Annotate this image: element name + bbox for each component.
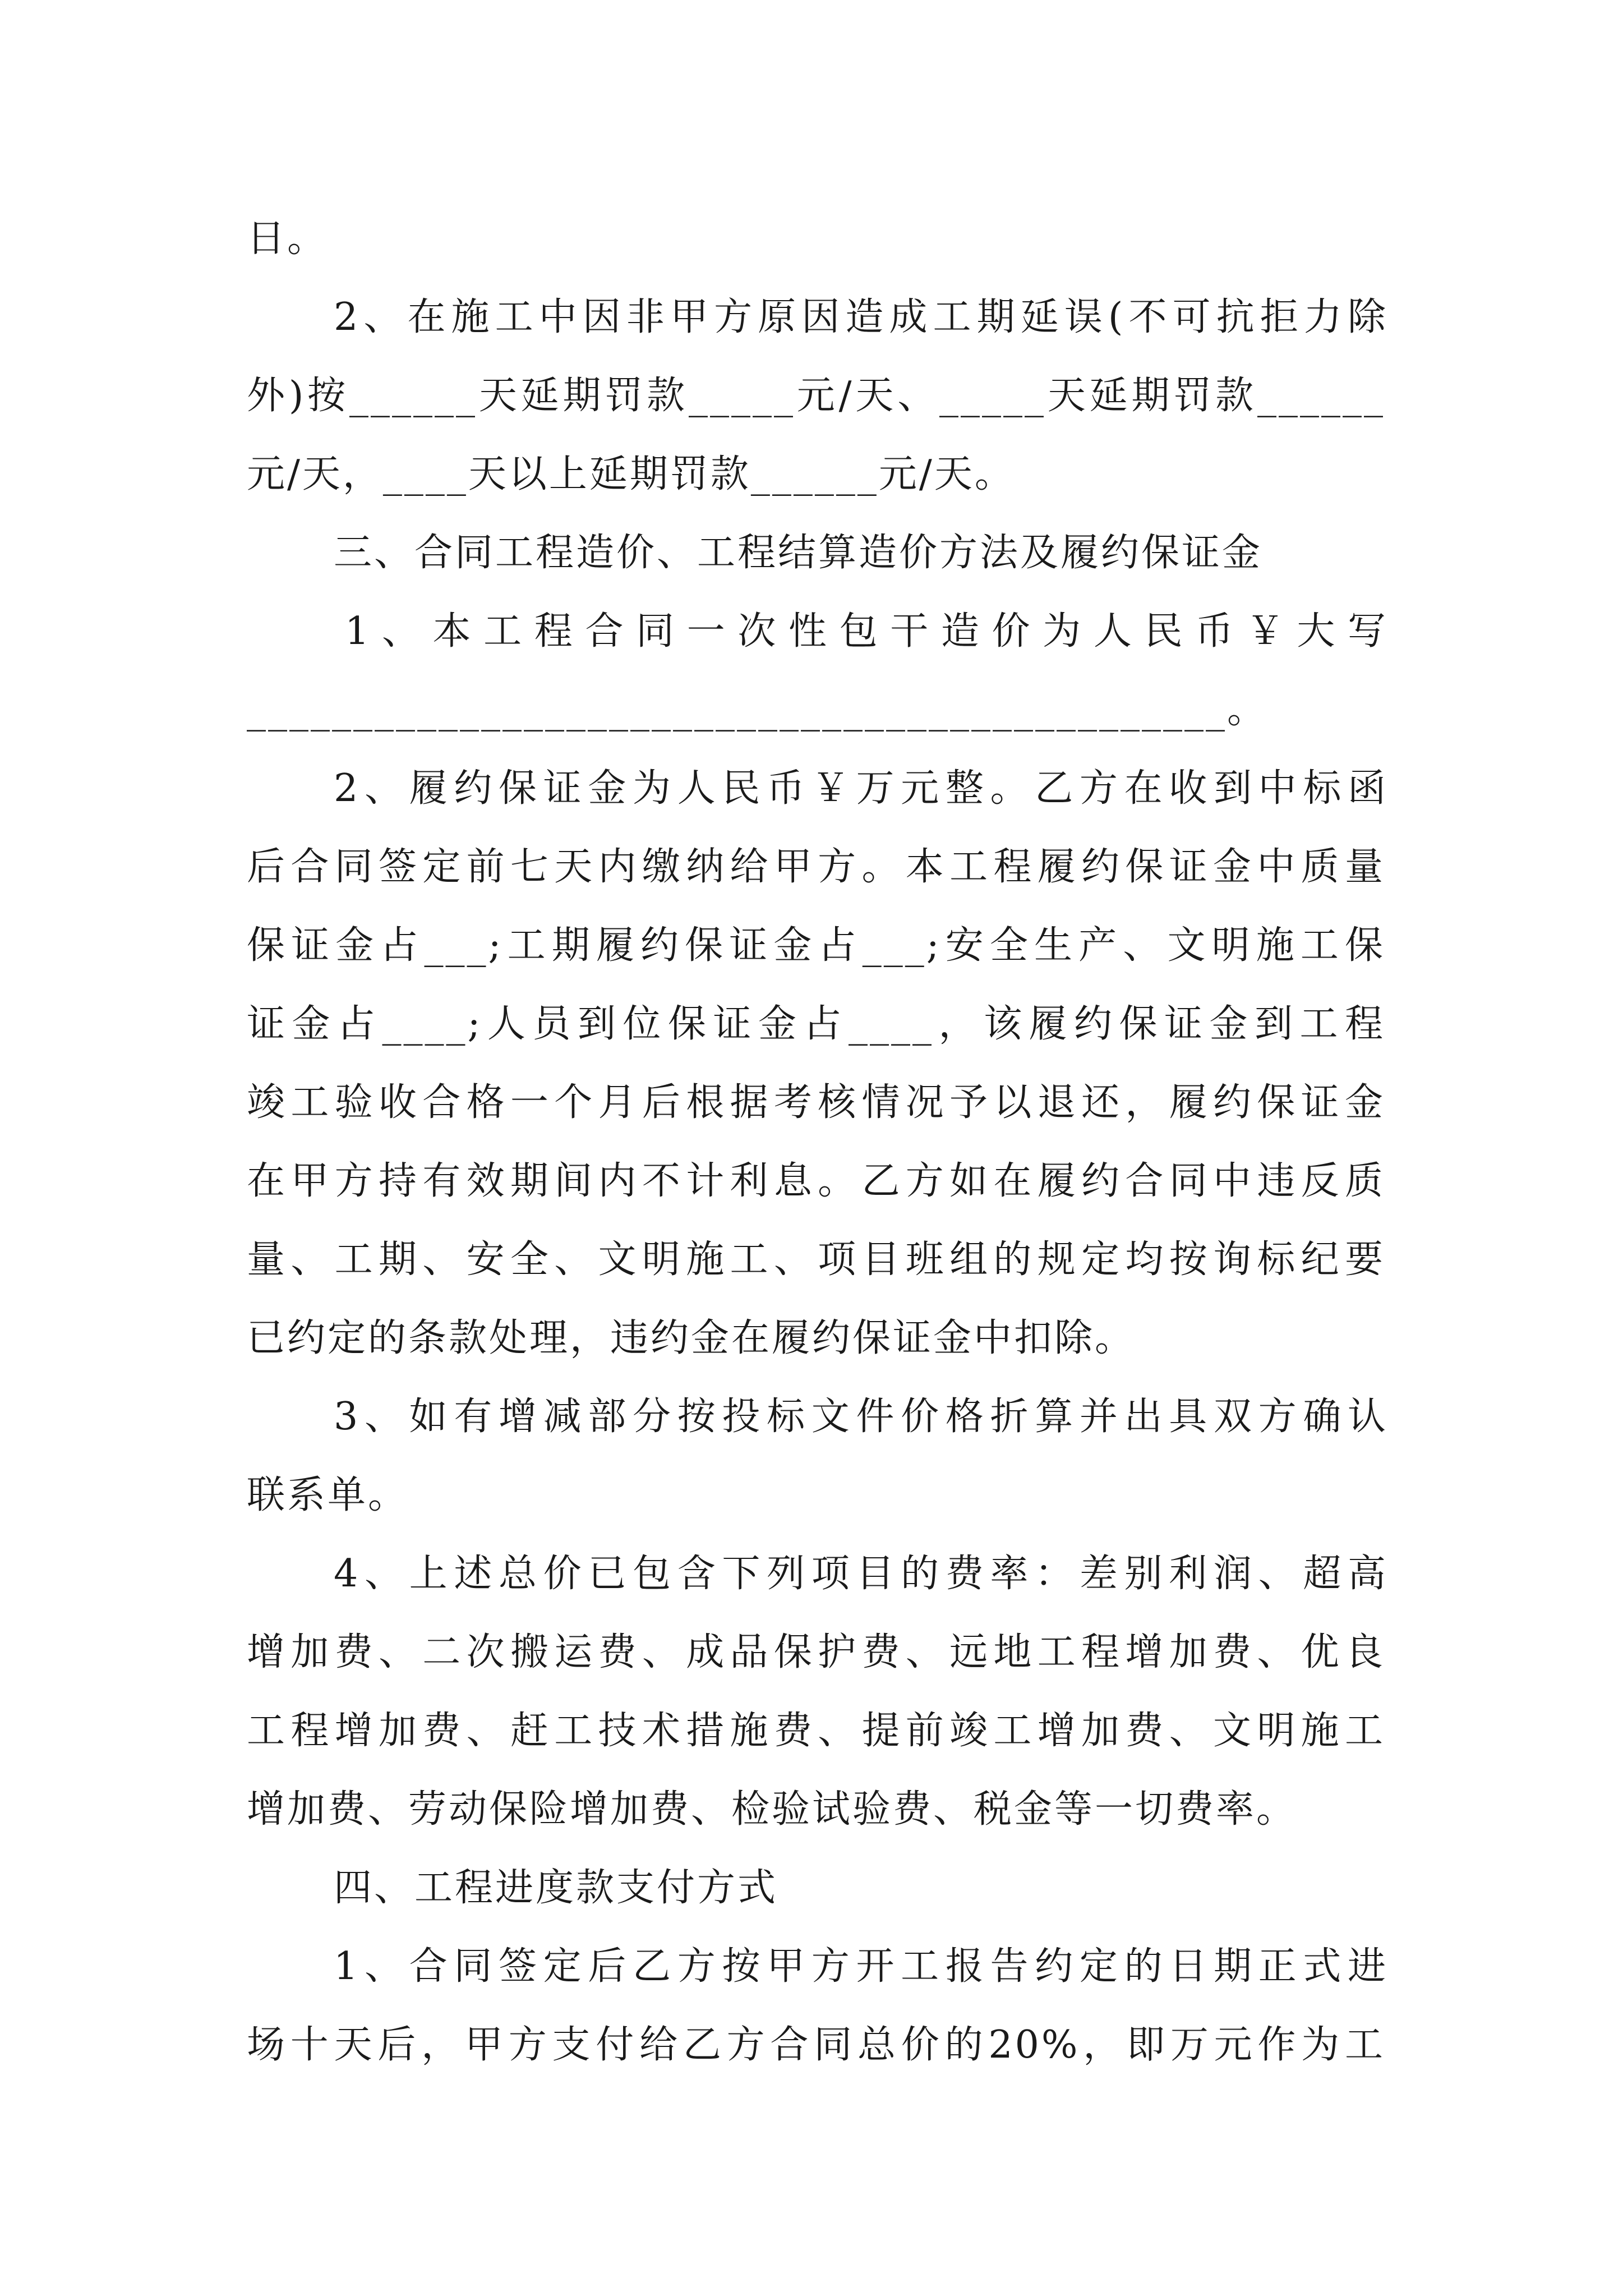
text-line: 保证金占___;工期履约保证金占___;安全生产、文明施工保 [247,923,1385,968]
text-line: 2、履约保证金为人民币￥万元整。乙方在收到中标函 [334,766,1388,811]
text-line: 联系单。 [247,1473,409,1517]
text-line: ______________________________________________。 [247,688,1268,732]
text-line: 3、如有增减部分按投标文件价格折算并出具双方确认 [334,1395,1388,1439]
text-line: 2、在施工中因非甲方原因造成工期延误(不可抗拒力除 [334,295,1388,339]
text-line: 场十天后，甲方支付给乙方合同总价的20%，即万元作为工 [247,2023,1385,2067]
text-line: 4、上述总价已包含下列项目的费率：差别利润、超高 [334,1552,1388,1596]
text-line: 元/天，____天以上延期罚款______元/天。 [247,452,1015,496]
text-line: 工程增加费、赶工技术措施费、提前竣工增加费、文明施工 [247,1709,1385,1753]
text-line: 竣工验收合格一个月后根据考核情况予以退还，履约保证金 [247,1080,1385,1125]
text-line: 证金占____;人员到位保证金占____，该履约保证金到工程 [247,1002,1385,1046]
section-heading: 三、合同工程造价、工程结算造价方法及履约保证金 [334,531,1263,575]
section-heading: 四、工程进度款支付方式 [334,1866,778,1910]
text-line: 1、合同签定后乙方按甲方开工报告约定的日期正式进 [334,1944,1388,1989]
text-line: 增加费、劳动保险增加费、检验试验费、税金等一切费率。 [247,1787,1297,1832]
text-line: 已约定的条款处理，违约金在履约保证金中扣除。 [247,1316,1136,1360]
text-line: 1、本工程合同一次性包干造价为人民币￥大写 [345,609,1388,654]
text-line: 日。 [247,217,328,261]
text-line: 增加费、二次搬运费、成品保护费、远地工程增加费、优良 [247,1630,1385,1674]
text-line: 外)按______天延期罚款_____元/天、_____天延期罚款______ [247,374,1385,418]
text-line: 量、工期、安全、文明施工、项目班组的规定均按询标纪要 [247,1237,1385,1282]
text-line: 后合同签定前七天内缴纳给甲方。本工程履约保证金中质量 [247,845,1385,889]
text-line: 在甲方持有效期间内不计利息。乙方如在履约合同中违反质 [247,1159,1385,1203]
